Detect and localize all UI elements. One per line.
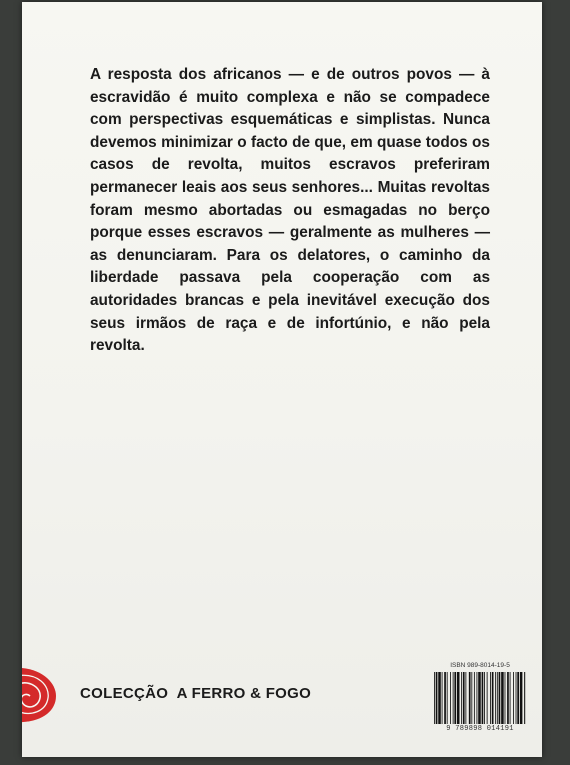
blurb-text: A resposta dos africanos — e de outros povos — à escravidão é muito complexa e não se compadece com perspectivas esquemáticas e simplistas. Nunca devemos minimizar o facto de que, em quase todos os casos de revolta, muitos escravos preferiram permanecer leais aos seus senhores... Muitas revoltas foram mesmo abortadas ou esmagadas no berço porque esses escravos — geralmente as mulheres — as denunciaram. Para os delatores, o caminho da liberdade passava pela cooperação com as autoridades brancas e pela inevitável execução dos seus irmãos de raça e de infortúnio, e não pela revolta. bbox=[90, 66, 490, 355]
isbn-label: ISBN 989-8014-19-5 bbox=[450, 662, 510, 669]
barcode bbox=[432, 662, 528, 738]
collection-title: COLECÇÃO A FERRO & FOGO bbox=[80, 685, 312, 702]
red-spiral-logo-icon bbox=[22, 666, 56, 724]
book-back-cover bbox=[22, 2, 542, 757]
barcode-digits: 9 789898 014191 bbox=[446, 725, 514, 733]
barcode-bars bbox=[434, 672, 526, 724]
